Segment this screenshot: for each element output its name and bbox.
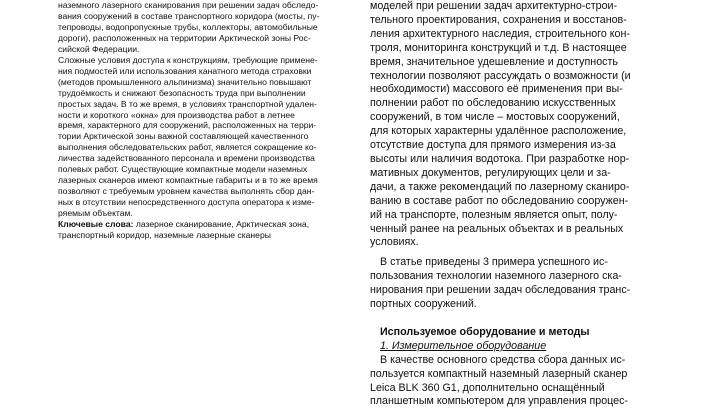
- section-heading: Используемое оборудование и методы: [380, 325, 590, 338]
- keywords-label: Ключевые слова:: [58, 219, 134, 230]
- text-line: полнении работ по обследованию искусственных: [370, 97, 616, 110]
- text-line: полевых работ. Существующие компактные модели наземных: [58, 164, 308, 175]
- text-line: выполнения обследовательских работ, является сокращение ко-: [58, 142, 317, 153]
- subsection-heading: 1. Измерительное оборудование: [380, 339, 547, 352]
- text-line: сийской Федерации.: [58, 43, 140, 54]
- text-line: ряемым объектам.: [58, 208, 133, 219]
- text-line: ления архитектурного наследия, строительного кон-: [370, 27, 630, 40]
- body-paragraph-3: [370, 354, 676, 409]
- text-line: позволяют с требуемым уровнем качества выполнять сбор дан-: [58, 186, 315, 197]
- text-line: личества задействованного персонала и времени производства: [58, 153, 315, 164]
- text-line: моделей при решении задач архитектурно-строи-: [370, 0, 618, 12]
- text-line: лазерных сканеров имеют компактные габариты и в то же время: [58, 175, 318, 186]
- body-paragraph-1: [370, 0, 676, 250]
- text-line: технологии позволяют рассуждать о возможности (и: [370, 69, 631, 82]
- text-line: простых задач. В то же время, в условиях транспортной удален-: [58, 98, 317, 109]
- text-line: тельного проектирования, сохранения и восстанов-: [370, 13, 627, 26]
- text-line: дороги), расположенных на территории Арктической зоны Рос-: [58, 32, 311, 43]
- text-line: сооружений, в том числе – мостовых сооружений,: [370, 111, 620, 124]
- text-line: (методов промышленного альпинизма) значительно повышают: [58, 76, 312, 87]
- keywords-block: [58, 219, 353, 241]
- text-line: дачи, а также рекомендаций по лазерному сканиро-: [370, 180, 630, 193]
- body-paragraph-2: [370, 256, 676, 312]
- text-line: отсутствие доступа для прямого измерения из-за: [370, 139, 616, 152]
- text-line: время, характерного для сооружений, расположенных на терри-: [58, 120, 317, 131]
- text-line: наземного лазерного сканирования при решении задач обследо-: [58, 0, 319, 10]
- text-line: ий на транспорте, полезным является опыт, полу-: [370, 208, 618, 221]
- keywords-text-line-1: лазерное сканирование, Арктическая зона,: [133, 219, 310, 230]
- text-line: условиях.: [370, 236, 419, 249]
- text-line: высоты или наличия водотока. При разработке нор-: [370, 152, 630, 165]
- text-line: ных в отсутствии непосредственного доступа оператора к изме-: [58, 197, 315, 208]
- left-column: [58, 0, 353, 241]
- text-line: планшетным компьютером для управления процес-: [370, 395, 628, 408]
- text-line: Leica BLK 360 G1, дополнительно оснащённый: [370, 381, 605, 394]
- right-column: [370, 0, 676, 409]
- text-line: необходимости) массового её применения при вы-: [370, 83, 623, 96]
- text-line: тепроводы, водопропускные трубы, коллекторы, автомобильные: [58, 21, 318, 32]
- text-line: для которых характерны удалённое расположение,: [370, 125, 627, 138]
- text-line: пользования технологии наземного лазерного ска-: [370, 270, 622, 283]
- text-line: ченный ранее на реальных объектах и в реальных: [370, 222, 624, 235]
- text-line: ния подмостей или использования канатного метода страховки: [58, 65, 312, 76]
- abstract-paragraph-1: [58, 0, 353, 55]
- abstract-paragraph-2: [58, 55, 353, 219]
- text-line: трудоёмкость и снижают безопасность труда при выполнении: [58, 87, 306, 98]
- text-line: ности и короткого «окна» для производства работ в летнее: [58, 109, 295, 120]
- text-line: тории Арктической зоны важной составляющей качественного: [58, 131, 309, 142]
- text-line: В качестве основного средства сбора данных ис-: [380, 353, 626, 366]
- text-line: мативных документов, регулирующих цели и за-: [370, 166, 611, 179]
- keywords-text-line-2: транспортный коридор, наземные лазерные сканеры: [58, 230, 271, 241]
- text-line: время, значительное удешевление и доступность: [370, 55, 618, 68]
- text-line: пользуется компактный наземный лазерный сканер: [370, 367, 628, 380]
- text-line: нирования при решении задач обследования транс-: [370, 284, 631, 297]
- text-line: портных сооружений.: [370, 298, 477, 311]
- text-line: Сложные условия доступа к конструкциям, требующие примене-: [58, 54, 318, 65]
- text-line: ванию в составе работ по обследованию сооружен-: [370, 194, 629, 207]
- text-line: вания сооружений в составе транспортного коридора (мосты, пу-: [58, 10, 320, 21]
- text-line: В статье приведены 3 примера успешного ис-: [380, 256, 608, 269]
- text-line: троля, мониторинга конструкций и т.д. В настоящее: [370, 41, 627, 54]
